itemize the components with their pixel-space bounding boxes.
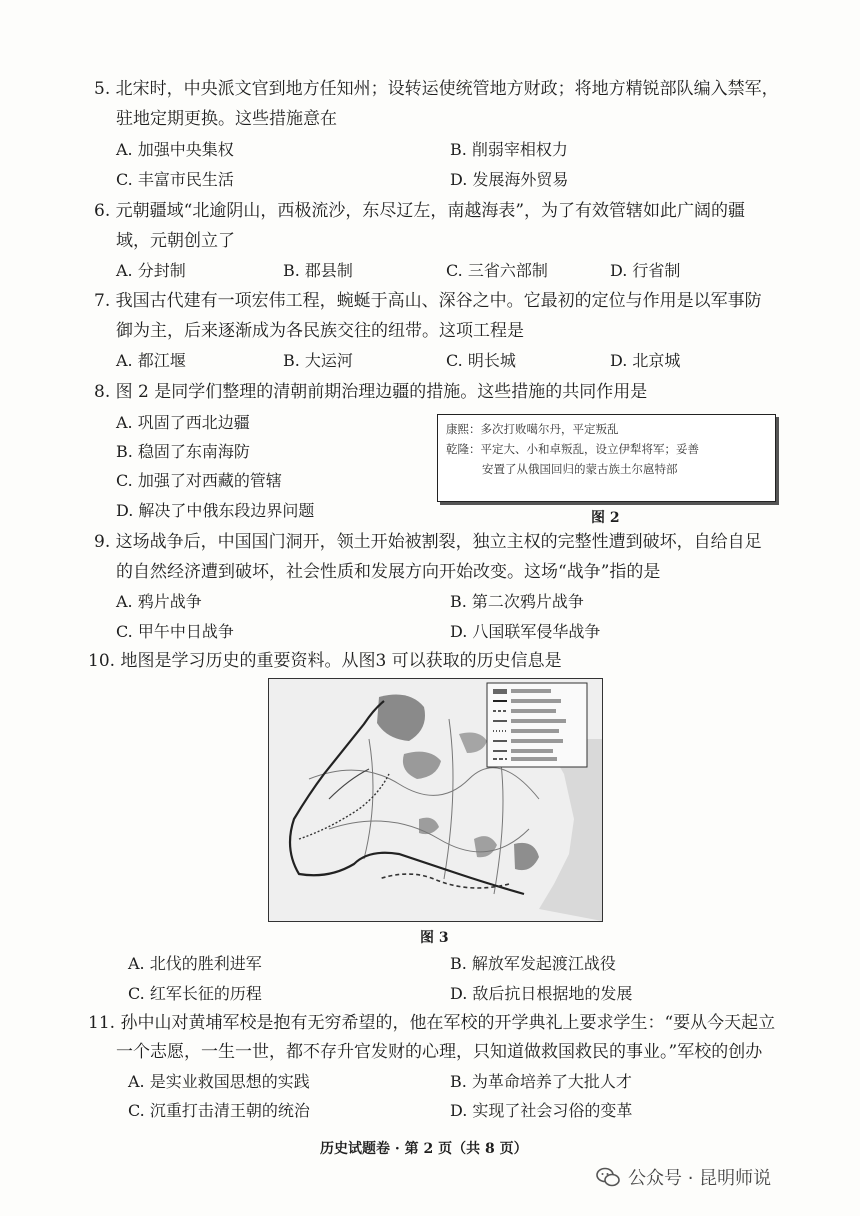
q8-option-c: C. 加强了对西藏的管辖	[116, 471, 282, 490]
q9-option-a: A. 鸦片战争	[116, 592, 202, 611]
wechat-watermark	[596, 1164, 771, 1190]
figure-2-handwriting-line-2: 乾隆：平定大、小和卓叛乱，设立伊犁将军；妥善	[446, 442, 699, 456]
figure-2-handwriting-line-3: 安置了从俄国回归的蒙古族土尔扈特部	[482, 462, 678, 476]
q6-stem-line-1: 6. 元朝疆域“北逾阴山，西极流沙，东尽辽左，南越海表”，为了有效管辖如此广阔的疆	[94, 201, 746, 221]
wechat-icon	[596, 1167, 620, 1187]
figure-3-caption: 图 3	[420, 930, 449, 946]
q8-option-b: B. 稳固了东南海防	[116, 442, 250, 461]
q11-option-d: D. 实现了社会习俗的变革	[450, 1101, 633, 1120]
q5-stem-line-2: 驻地定期更换。这些措施意在	[116, 109, 337, 129]
q10-stem: 10. 地图是学习历史的重要资料。从图3 可以获取的历史信息是	[88, 651, 562, 671]
page-footer: 历史试题卷 · 第 2 页（共 8 页）	[320, 1141, 528, 1157]
figure-2-note-card	[437, 414, 776, 502]
q11-option-b: B. 为革命培养了大批人才	[450, 1072, 632, 1091]
watermark-text: 公众号 · 昆明师说	[628, 1168, 772, 1189]
q6-stem-line-2: 域，元朝创立了	[116, 231, 235, 251]
q8-option-d: D. 解决了中俄东段边界问题	[116, 501, 315, 520]
q8-stem: 8. 图 2 是同学们整理的清朝前期治理边疆的措施。这些措施的共同作用是	[94, 382, 648, 402]
q7-option-a: A. 都江堰	[116, 351, 186, 370]
q7-option-d: D. 北京城	[610, 351, 681, 370]
q10-option-d: D. 敌后抗日根据地的发展	[450, 984, 633, 1003]
q6-option-c: C. 三省六部制	[446, 261, 548, 280]
q11-option-a: A. 是实业救国思想的实践	[128, 1072, 310, 1091]
long-march-route-map	[269, 679, 602, 921]
q9-option-b: B. 第二次鸦片战争	[450, 592, 584, 611]
q9-stem-line-1: 9. 这场战争后，中国国门洞开，领土开始被割裂，独立主权的完整性遭到破坏，自给自足	[94, 532, 762, 552]
q5-option-a: A. 加强中央集权	[116, 140, 234, 159]
q11-option-c: C. 沉重打击清王朝的统治	[128, 1101, 310, 1120]
q10-option-c: C. 红军长征的历程	[128, 984, 262, 1003]
q6-option-b: B. 郡县制	[283, 261, 353, 280]
q11-stem-line-1: 11. 孙中山对黄埔军校是抱有无穷希望的，他在军校的开学典礼上要求学生：“要从今天起立	[88, 1013, 776, 1033]
q7-option-c: C. 明长城	[446, 351, 516, 370]
figure-3-map	[268, 678, 603, 922]
q9-option-d: D. 八国联军侵华战争	[450, 622, 601, 641]
q5-option-d: D. 发展海外贸易	[450, 170, 569, 189]
q5-option-c: C. 丰富市民生活	[116, 170, 234, 189]
figure-2-handwriting-line-1: 康熙：多次打败噶尔丹，平定叛乱	[446, 422, 619, 436]
q5-stem-line-1: 5. 北宋时，中央派文官到地方任知州；设转运使统管地方财政；将地方精锐部队编入禁军，	[94, 79, 779, 99]
q10-option-b: B. 解放军发起渡江战役	[450, 954, 616, 973]
figure-2-caption: 图 2	[591, 510, 620, 526]
q9-stem-line-2: 的自然经济遭到破坏，社会性质和发展方向开始改变。这场“战争”指的是	[116, 562, 661, 582]
q6-option-a: A. 分封制	[116, 261, 186, 280]
q7-stem-line-2: 御为主，后来逐渐成为各民族交往的纽带。这项工程是	[116, 321, 524, 341]
q6-option-d: D. 行省制	[610, 261, 681, 280]
q10-option-a: A. 北伐的胜利进军	[128, 954, 262, 973]
q7-option-b: B. 大运河	[283, 351, 353, 370]
q7-stem-line-1: 7. 我国古代建有一项宏伟工程，蜿蜒于高山、深谷之中。它最初的定位与作用是以军事防	[94, 291, 762, 311]
q9-option-c: C. 甲午中日战争	[116, 622, 234, 641]
q8-option-a: A. 巩固了西北边疆	[116, 413, 250, 432]
q5-option-b: B. 削弱宰相权力	[450, 140, 568, 159]
q11-stem-line-2: 一个志愿，一生一世，都不存升官发财的心理，只知道做救国救民的事业。”军校的创办	[116, 1042, 763, 1062]
